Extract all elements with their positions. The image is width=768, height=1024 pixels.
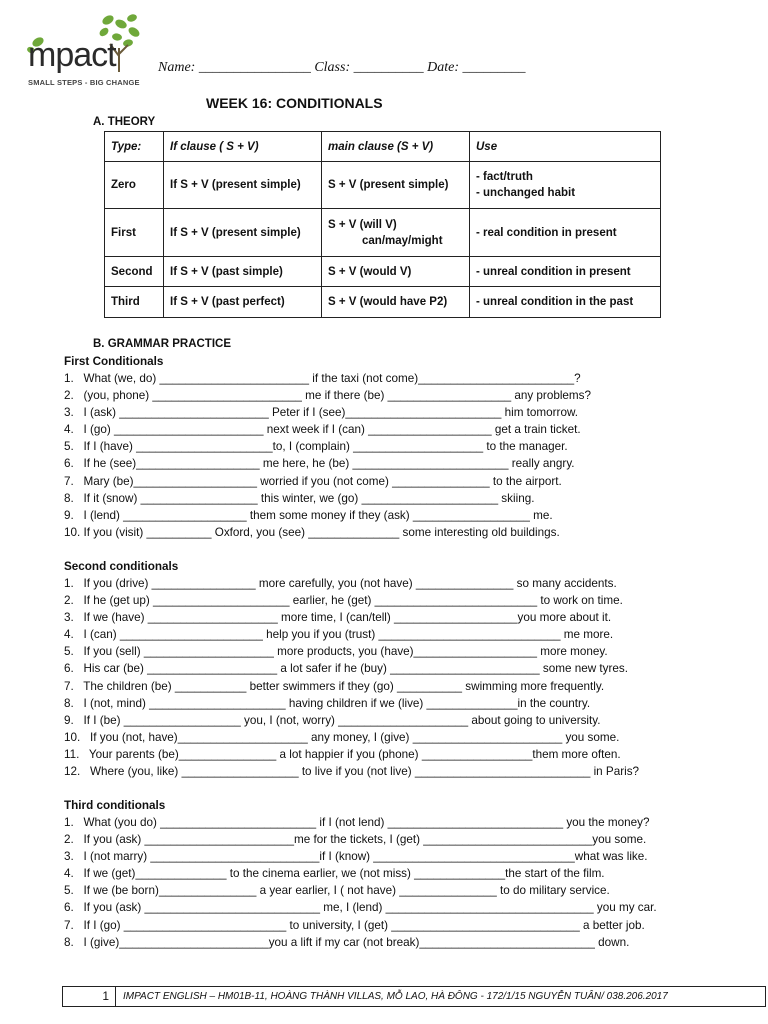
logo-wordmark: mpact <box>28 36 116 74</box>
exercise-title: Second conditionals <box>64 560 179 573</box>
type-cell: First <box>105 209 164 257</box>
student-info-line: Name: ________________ Class: __________ Date: _________ <box>158 60 526 75</box>
use-cell: - unreal condition in present <box>470 257 661 287</box>
exercise-item: 3. I (ask) _______________________ Peter if I (see)________________________ him tomorrow. <box>64 406 578 420</box>
exercise-item: 1. What (you do) ________________________ if I (not lend) ___________________________ you the money? <box>64 816 650 829</box>
exercise-item: 8. If it (snow) __________________ this winter, we (go) _____________________ skiing. <box>64 491 535 505</box>
exercise-item: 1. If you (drive) ________________ more carefully, you (not have) _______________ so many accidents. <box>64 577 617 590</box>
main-clause-line: can/may/might <box>362 234 443 247</box>
section-theory-heading: A. THEORY <box>93 116 156 128</box>
logo-tagline: SMALL STEPS - BIG CHANGE <box>28 78 140 87</box>
exercise-item: 12. Where (you, like) __________________ to live if you (not live) ___________________________ in Paris? <box>64 765 640 779</box>
exercise-item: 5. If we (be born)_______________ a year earlier, I ( not have) _______________ to do military service. <box>64 884 610 898</box>
if-clause-cell: If S + V (past perfect) <box>164 287 322 318</box>
exercise-item: 2. If you (ask) _______________________me for the tickets, I (get) __________________________you some. <box>64 833 647 847</box>
use-line: - fact/truth <box>476 171 533 183</box>
use-line: - unchanged habit <box>476 187 576 199</box>
page-title: WEEK 16: CONDITIONALS <box>206 95 383 111</box>
if-clause-cell: If S + V (present simple) <box>164 162 322 209</box>
exercise-item: 3. I (not marry) __________________________if I (know) _______________________________what was like. <box>64 850 648 864</box>
exercise-item: 5. If I (have) _____________________to, I (complain) ____________________ to the manager. <box>64 440 568 454</box>
impact-logo <box>24 12 154 92</box>
type-cell: Zero <box>105 162 164 209</box>
use-cell: - real condition in present <box>470 209 661 257</box>
exercise-item: 8. I (not, mind) _____________________ having children if we (live) ______________in the country. <box>64 696 591 710</box>
type-cell: Third <box>105 287 164 318</box>
second-conditionals-exercise <box>64 558 639 780</box>
exercise-item: 7. If I (go) _________________________ to university, I (get) _____________________________ a better job. <box>64 918 645 932</box>
exercise-item: 4. If we (get)______________ to the cinema earlier, we (not miss) ______________the start of the film. <box>64 867 605 881</box>
exercise-item: 6. If you (ask) ___________________________ me, I (lend) ________________________________ you my car. <box>64 901 657 915</box>
theory-table <box>104 131 661 318</box>
exercise-item: 8. I (give)_______________________you a lift if my car (not break)___________________________ down. <box>64 935 630 949</box>
theory-row-zero <box>105 162 661 209</box>
exercise-item: 2. (you, phone) _______________________ me if there (be) ___________________ any problems? <box>64 389 592 403</box>
first-conditionals-exercise <box>64 353 591 541</box>
third-conditionals-exercise <box>64 797 657 951</box>
if-clause-cell: If S + V (past simple) <box>164 257 322 287</box>
theory-row-third <box>105 287 661 318</box>
exercise-item: 6. If he (see)___________________ me here, he (be) ________________________ really angry. <box>64 457 575 471</box>
exercise-item: 7. Mary (be)___________________ worried if you (not come) _______________ to the airport. <box>64 474 562 488</box>
page-number: 1 <box>63 987 116 1006</box>
theory-row-second <box>105 257 661 287</box>
main-clause-cell: S + V (present simple) <box>322 162 470 209</box>
exercise-item: 2. If he (get up) _____________________ earlier, he (get) _________________________ to work on time. <box>64 594 623 608</box>
column-header: Use <box>470 132 661 162</box>
main-clause-cell: S + V (would have P2) <box>322 287 470 318</box>
exercise-title: Third conditionals <box>64 799 166 812</box>
section-practice-heading: B. GRAMMAR PRACTICE <box>93 338 231 350</box>
exercise-item: 9. I (lend) ___________________ them some money if they (ask) __________________ me. <box>64 508 553 522</box>
exercise-item: 3. If we (have) ____________________ more time, I (can/tell) ___________________you more about it. <box>64 611 612 625</box>
exercise-title: First Conditionals <box>64 355 164 368</box>
main-clause-cell: S + V (would V) <box>322 257 470 287</box>
use-cell <box>470 162 661 209</box>
main-clause-line: S + V (will V) <box>328 218 397 231</box>
exercise-item: 1. What (we, do) _______________________ if the taxi (not come)________________________? <box>64 372 581 385</box>
use-cell: - unreal condition in the past <box>470 287 661 318</box>
exercise-item: 6. His car (be) ____________________ a lot safer if he (buy) _______________________ some new tyres. <box>64 662 628 676</box>
exercise-item: 10. If you (visit) __________ Oxford, you (see) ______________ some interesting old buildings. <box>64 525 560 539</box>
exercise-item: 5. If you (sell) ____________________ more products, you (have)___________________ more money. <box>64 645 608 659</box>
exercise-item: 4. I (can) ______________________ help you if you (trust) ____________________________ me more. <box>64 628 614 642</box>
column-header: Type: <box>105 132 164 162</box>
exercise-item: 11. Your parents (be)_______________ a lot happier if you (phone) _________________them more often. <box>64 747 621 761</box>
if-clause-cell: If S + V (present simple) <box>164 209 322 257</box>
footer-address: IMPACT ENGLISH – HM01B-11, HOÀNG THÀNH VILLAS, MỖ LAO, HÀ ĐÔNG - 172/1/15 NGUYỄN TUÂN/ 038.206.2017 <box>123 991 668 1002</box>
column-header: main clause (S + V) <box>322 132 470 162</box>
theory-header-row <box>105 132 661 162</box>
main-clause-cell <box>322 209 470 257</box>
type-cell: Second <box>105 257 164 287</box>
exercise-item: 10. If you (not, have)____________________ any money, I (give) _______________________ you some. <box>64 730 620 744</box>
column-header: If clause ( S + V) <box>164 132 322 162</box>
page-footer <box>62 986 766 1007</box>
exercise-item: 4. I (go) _______________________ next week if I (can) ___________________ get a train ticket. <box>64 423 581 437</box>
exercise-item: 9. If I (be) __________________ you, I (not, worry) ____________________ about going to university. <box>64 713 601 727</box>
theory-row-first <box>105 209 661 257</box>
exercise-item: 7. The children (be) ___________ better swimmers if they (go) __________ swimming more frequently. <box>64 679 605 693</box>
